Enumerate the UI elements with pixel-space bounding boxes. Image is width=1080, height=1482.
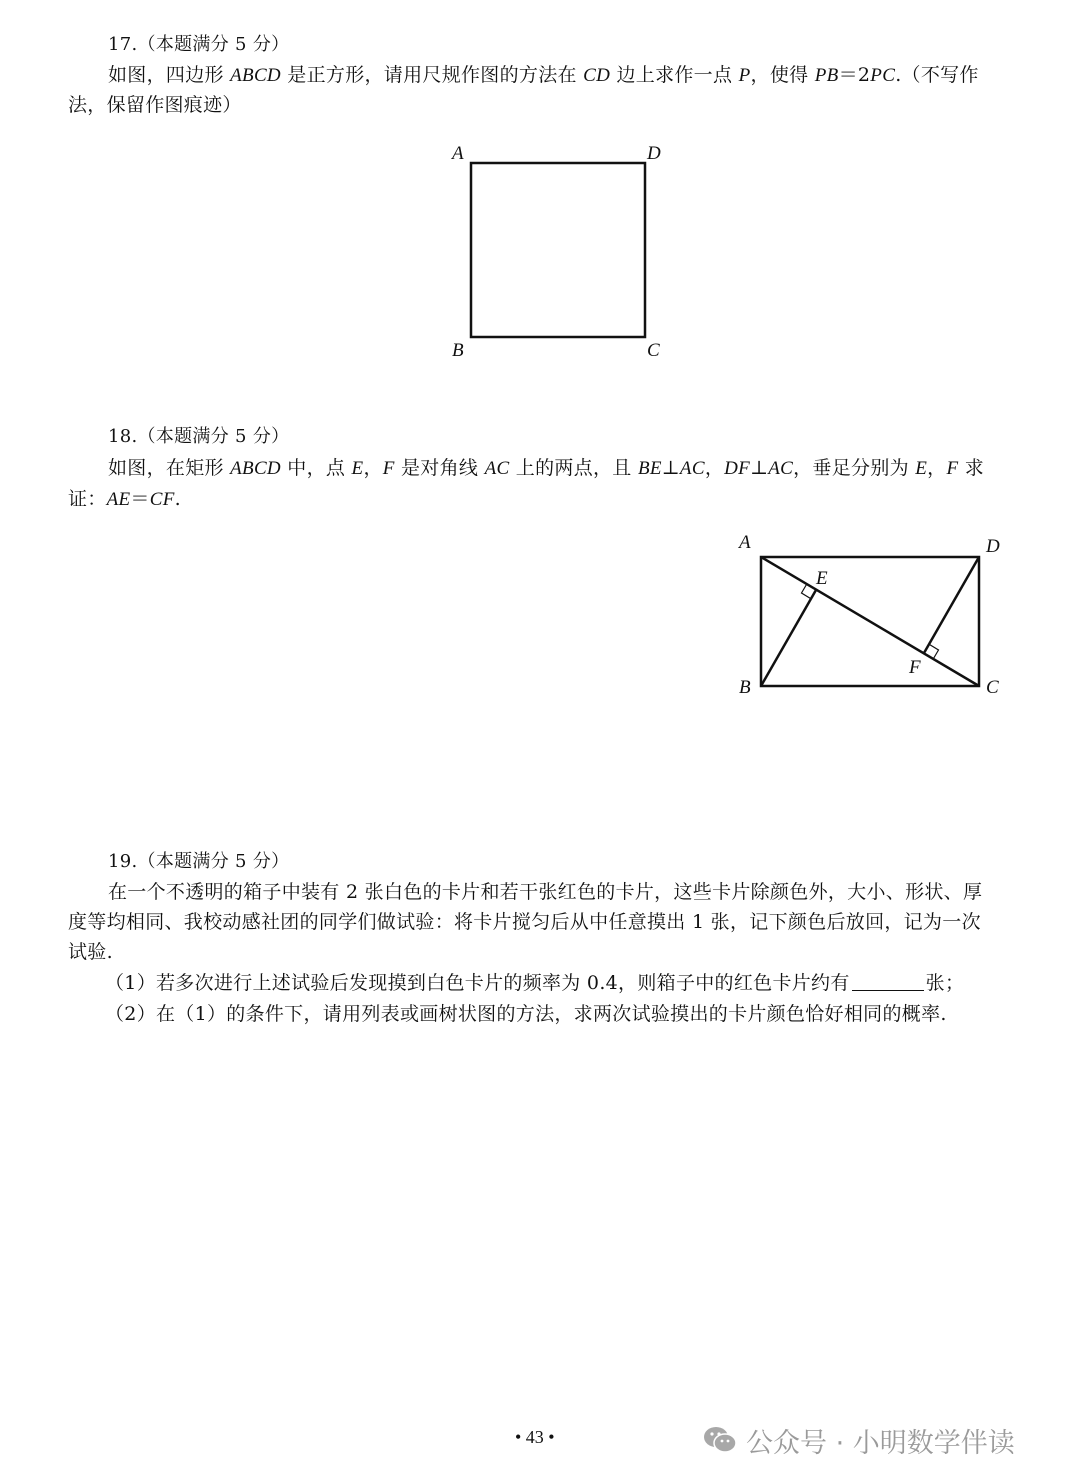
label-d: D xyxy=(986,536,1000,557)
page-number: • 43 • xyxy=(515,1427,555,1447)
label-d: D xyxy=(647,143,661,164)
q18-text-line1: 如图，在矩形 ABCD 中，点 E，F 是对角线 AC 上的两点，且 BE⊥AC，DF⊥AC，垂足分别为 E，F 求 xyxy=(108,457,985,479)
q19-part1: （1）若多次进行上述试验后发现摸到白色卡片的频率为 0.4，则箱子中的红色卡片约有 张； xyxy=(105,972,965,994)
q17-text-line1: 如图，四边形 ABCD 是正方形，请用尺规作图的方法在 CD 边上求作一点 P，使得 PB＝2PC.（不写作 xyxy=(108,64,979,86)
q18-text-line2: 证：AE＝CF. xyxy=(68,488,181,510)
q17-text-line2: 法，保留作图痕迹） xyxy=(68,94,242,116)
label-c: C xyxy=(986,677,999,698)
q17-square-figure xyxy=(440,135,680,370)
label-a: A xyxy=(452,143,464,164)
q19-header: 19.（本题满分 5 分） xyxy=(108,851,290,872)
q18-header: 18.（本题满分 5 分） xyxy=(108,426,290,447)
label-b: B xyxy=(452,340,464,361)
watermark xyxy=(702,1420,1015,1460)
label-b: B xyxy=(739,677,751,698)
answer-blank xyxy=(852,972,924,991)
segment-be xyxy=(761,590,816,686)
q19-text-line3: 试验. xyxy=(68,941,113,963)
label-e: E xyxy=(816,568,828,589)
label-a: A xyxy=(739,532,751,553)
segment-df xyxy=(924,557,979,653)
q18-rectangle-figure xyxy=(730,528,1010,703)
wechat-icon xyxy=(702,1424,738,1456)
label-c: C xyxy=(647,340,660,361)
diagonal-ac xyxy=(761,557,979,686)
q19-part2: （2）在（1）的条件下，请用列表或画树状图的方法，求两次试验摸出的卡片颜色恰好相同的概率. xyxy=(105,1003,947,1025)
q17-header: 17.（本题满分 5 分） xyxy=(108,34,290,55)
square-abcd xyxy=(471,163,645,337)
q19-text-line1: 在一个不透明的箱子中装有 2 张白色的卡片和若干张红色的卡片，这些卡片除颜色外，大小、形状、厚 xyxy=(108,881,983,903)
watermark-text: 公众号 · 小明数学伴读 xyxy=(746,1427,1015,1459)
q19-text-line2: 度等均相同、我校动感社团的同学们做试验：将卡片搅匀后从中任意摸出 1 张，记下颜色后放回，记为一次 xyxy=(68,911,981,933)
label-f: F xyxy=(909,657,921,678)
